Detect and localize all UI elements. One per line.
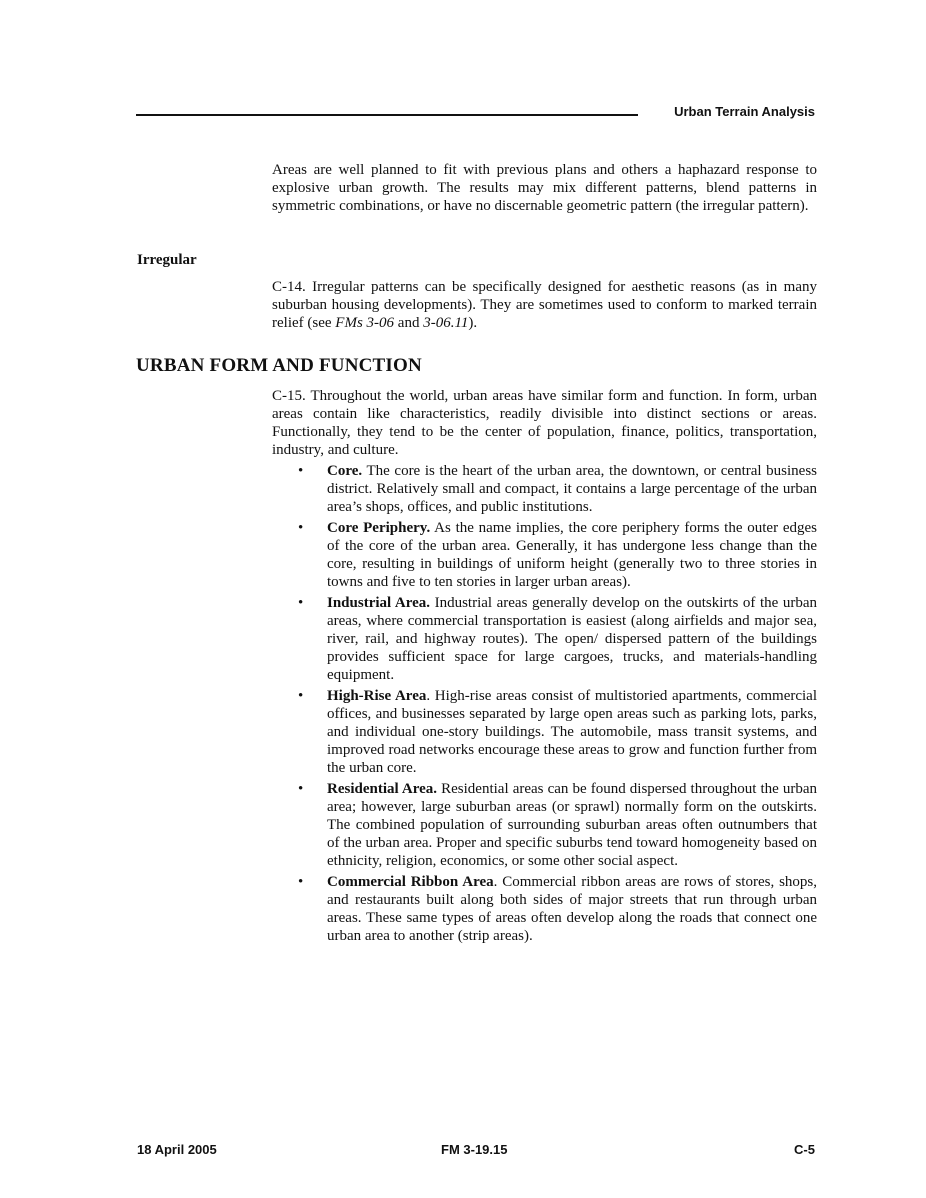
bullet-icon: • bbox=[298, 520, 304, 536]
bullet-term: Industrial Area. bbox=[327, 595, 431, 611]
bullet-text: Residential areas can be found dispersed throughout the urban area; however, large suburban areas (or sprawl) normally form on the outskirts. The combined population of surrounding suburban areas often outnumbers that of the urban area. Proper and specific suburbs tend toward homogeneity based on ethnicity, religion, economics, or some other social aspect. bbox=[327, 781, 817, 869]
ref-fm-3-06: FMs 3-06 bbox=[335, 315, 395, 331]
bullet-text: . High-rise areas consist of multistoried apartments, commercial offices, and businesses separated by large open areas such as parking lots, parks, and individual one-story buildings. The automobile, mass transit systems, and improved road networks encourage these areas to grow and function further from the urban core. bbox=[327, 688, 817, 776]
bullet-term: Core Periphery. bbox=[327, 520, 431, 536]
intro-paragraph: Areas are well planned to fit with previous plans and others a haphazard response to explosive urban growth. The results may mix different patterns, blend patterns in symmetric combinations, or have no discernable geometric pattern (the irregular pattern). bbox=[272, 162, 817, 214]
running-head: Urban Terrain Analysis bbox=[674, 104, 815, 119]
list-item-commercial-ribbon-area bbox=[272, 873, 817, 945]
bullet-term: Residential Area. bbox=[327, 781, 438, 797]
urban-form-paragraph bbox=[272, 387, 817, 459]
section-heading-urban-form: URBAN FORM AND FUNCTION bbox=[136, 355, 422, 376]
ref-closing: ). bbox=[468, 315, 478, 331]
footer-page-number: C-5 bbox=[794, 1142, 815, 1157]
urban-form-text: Throughout the world, urban areas have similar form and function. In form, urban areas contain like characteristics, readily divisible into distinct sections or areas. Functionally, they tend to be the center of population, finance, politics, transportation, industry, and culture. bbox=[272, 388, 817, 458]
bullet-text: Industrial areas generally develop on the outskirts of the urban areas, where commercial transportation is easiest (along airfields and major sea, river, rail, and highway routes). The open/ dispersed pattern of the buildings provides sufficient space for large cargoes, trucks, and materials-handling equipment. bbox=[327, 595, 817, 683]
list-item-high-rise-area bbox=[272, 687, 817, 777]
bullet-text: . Commercial ribbon areas are rows of stores, shops, and restaurants built along both sides of major streets that run through urban areas. These same types of areas often develop along the roads that connect one urban area to another (strip areas). bbox=[327, 874, 817, 944]
irregular-text: Irregular patterns can be specifically designed for aesthetic reasons (as in many suburban housing developments). They are sometimes used to conform to marked terrain relief (see bbox=[272, 279, 817, 331]
bullet-text: The core is the heart of the urban area, the downtown, or central business district. Relatively small and compact, it contains a large percentage of the urban area’s shops, offices, and public institutions. bbox=[327, 463, 817, 515]
bullet-icon: • bbox=[298, 874, 304, 890]
irregular-heading: Irregular bbox=[137, 252, 197, 268]
bullet-icon: • bbox=[298, 781, 304, 797]
header-rule bbox=[136, 114, 638, 116]
bullet-icon: • bbox=[298, 463, 304, 479]
ref-fm-3-06-11: 3-06.11 bbox=[423, 315, 469, 331]
para-number-c14: C-14. bbox=[272, 279, 306, 295]
bullet-icon: • bbox=[298, 595, 304, 611]
list-item-core bbox=[272, 462, 817, 516]
ref-connector: and bbox=[397, 315, 420, 331]
irregular-paragraph bbox=[272, 278, 817, 332]
bullet-term: High-Rise Area bbox=[327, 688, 427, 704]
footer-date: 18 April 2005 bbox=[137, 1142, 217, 1157]
urban-area-list bbox=[272, 462, 817, 948]
bullet-term: Commercial Ribbon Area bbox=[327, 874, 494, 890]
list-item-residential-area bbox=[272, 780, 817, 870]
bullet-term: Core. bbox=[327, 463, 363, 479]
para-number-c15: C-15. bbox=[272, 388, 306, 404]
list-item-industrial-area bbox=[272, 594, 817, 684]
bullet-text: As the name implies, the core periphery forms the outer edges of the core of the urban area. Generally, it has undergone less change than the core, resulting in buildings of uniform height (generally two to three stories in towns and five to ten stories in larger urban areas). bbox=[327, 520, 817, 590]
list-item-core-periphery bbox=[272, 519, 817, 591]
bullet-icon: • bbox=[298, 688, 304, 704]
footer-manual-number: FM 3-19.15 bbox=[441, 1142, 508, 1157]
